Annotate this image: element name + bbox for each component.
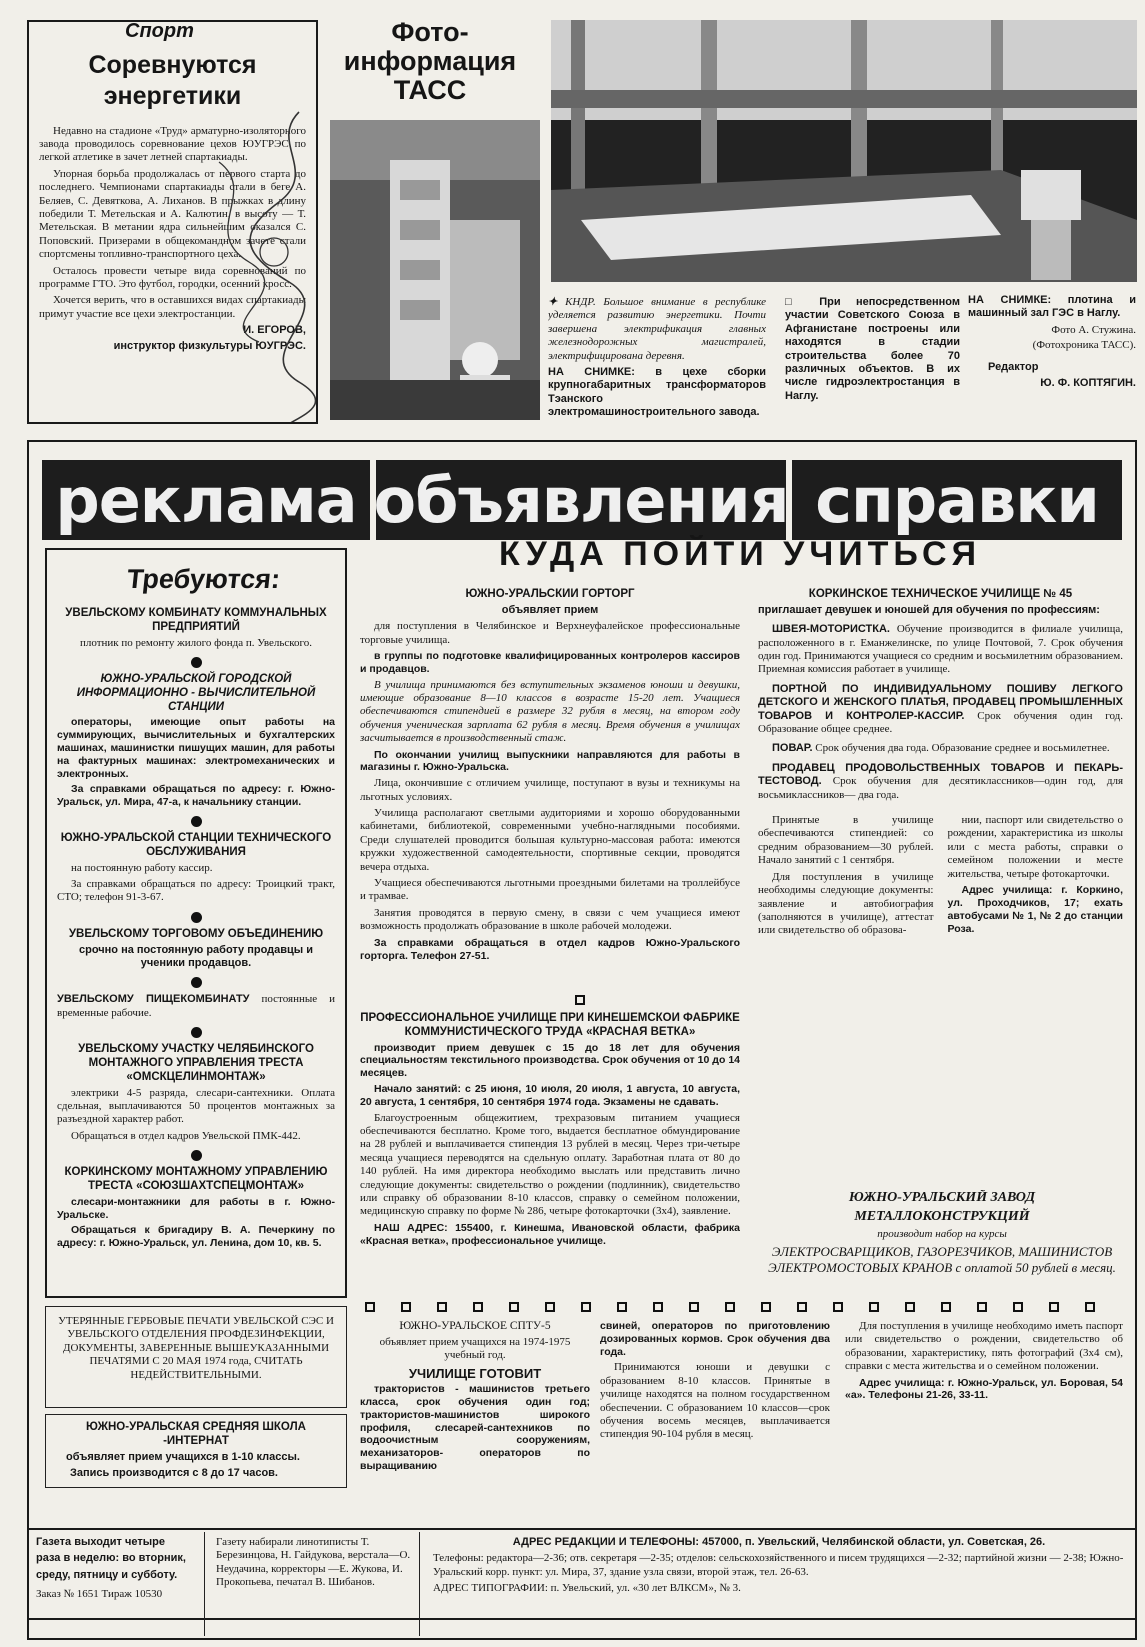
footer-schedule-line1: Газета выходит четыре — [36, 1536, 165, 1548]
sport-paragraph: Недавно на стадионе «Труд» арматурно-изоляторного завода проводилось соревнование цехов ЮУГРЭС по легкой атлетике в зачет летней спартакиады. — [39, 124, 306, 164]
kineshma-ad — [360, 1012, 740, 1312]
zavod-body: ЭЛЕКТРОСВАРЩИКОВ, ГАЗОРЕЗЧИКОВ, МАШИНИСТОВ ЭЛЕКТРОМОСТОВЫХ КРАНОВ с оплатой 50 рублей в месяц. — [768, 1244, 1116, 1275]
korkino-address: Адрес училища: г. Коркино, ул. Проходчиков, 17; ехать автобусами № 1, № 2 до станции Роза. — [947, 884, 1123, 935]
gorторг-paragraph: Учащиеся обеспечиваются льготными проездными билетами на троллейбусе и трамвае. — [360, 877, 740, 903]
square-bullet-icon — [617, 1302, 627, 1312]
masthead-word-advertising: реклама — [42, 460, 370, 540]
gorторг-sub: объявляет прием — [501, 603, 599, 616]
bullet-dot-icon — [191, 1150, 202, 1161]
footer-order: Заказ № 1651 Тираж 10530 — [36, 1588, 163, 1601]
korea-caption-text — [548, 296, 766, 363]
square-bullet-icon — [581, 1302, 591, 1312]
footer-typeset-text: Газету набирали линотиписты Т. Березинцова, Н. Гайдукова, верстала—О. Неудачина, корректоры —Е. Жукова, И. Прокопьева, печатал В. Шибанов. — [216, 1536, 411, 1589]
ad-korkino-montazh — [57, 1166, 335, 1250]
ad-heading: ЮЖНО-УРАЛЬСКОЙ ГОРОДСКОЙ ИНФОРМАЦИОННО - ВЫЧИСЛИТЕЛЬНОЙ СТАНЦИИ — [76, 673, 316, 713]
sptu-heading2: УЧИЛИЩЕ ГОТОВИТ — [408, 1365, 542, 1381]
footer-address — [425, 1532, 1133, 1636]
footer-address-phones: Телефоны: редактора—2-36; отв. секретаря —2-35; отделов: сельскохозяйственного и писем трудящихся —2-32; партийной жизни — 2-38; Южно-Уральский корр. пункт: ул. Мира, 37, здание узла связи, второй этаж, тел. 26-63. — [433, 1552, 1124, 1578]
korkino-col-text: нии, паспорт или свидетельство о рождении, характеристика из школы или с места работы, справки о семейном положении и месте жительства, четыре фотокарточки. — [947, 814, 1123, 880]
kineshma-heading: ПРОФЕССИОНАЛЬНОЕ УЧИЛИЩЕ ПРИ КИНЕШЕМСКОЙ ФАБРИКЕ КОММУНИСТИЧЕСКОГО ТРУДА «КРАСНАЯ ВЕТКА» — [360, 1012, 740, 1038]
ad-extra: Обращаться к бригадиру В. А. Печеркину по адресу: г. Южно-Уральск, ул. Ленина, дом 10, кв. 5. — [57, 1224, 335, 1250]
square-bullet-icon — [941, 1302, 951, 1312]
ad-heading: УВЕЛЬСКОМУ ТОРГОВОМУ ОБЪЕДИНЕНИЮ — [68, 927, 324, 940]
footer-print-address: АДРЕС ТИПОГРАФИИ: п. Увельский, ул. «30 лет ВЛКСМ», № 3. — [433, 1582, 741, 1595]
korkino-profession-title: ПРОДАВЕЦ ПРОДОВОЛЬСТВЕННЫХ ТОВАРОВ И ПЕКАРЬ-ТЕСТОВОД. — [758, 761, 1123, 788]
square-bullet-icon — [653, 1302, 663, 1312]
gorторг-heading: ЮЖНО-УРАЛЬСКИЙ ГОРТОРГ — [465, 588, 635, 600]
pen-scribble-icon — [179, 102, 318, 424]
ad-heading: ЮЖНО-УРАЛЬСКОЙ СТАНЦИИ ТЕХНИЧЕСКОГО ОБСЛУЖИВАНИЯ — [60, 831, 332, 858]
gorторг-paragraph: Занятия проводятся в первую смену, в связи с чем учащиеся имеют возможность продолжать образование в школе рабочей молодежи. — [360, 906, 740, 933]
lost-seals-notice — [45, 1306, 347, 1408]
squares-separator — [365, 1302, 1125, 1312]
required-title: Требуются: — [125, 564, 282, 594]
kineshma-paragraph: производит прием девушек с 15 до 18 лет для обучения специальностям текстильного производства. Срок обучения от 10 до 14 месяцев. — [360, 1041, 740, 1080]
korkino-profession-title: ПОРТНОЙ ПО ИНДИВИДУАЛЬНОМУ ПОШИВУ ЛЕГКОГО ДЕТСКОГО И ЖЕНСКОГО ПЛАТЬЯ, ПРОДАВЕЦ ПРОМЫШЛЕННЫХ ТОВАРОВ И КОНТРОЛЕР-КАССИР. — [758, 682, 1123, 722]
ad-body: плотник по ремонту жилого фонда п. Увельского. — [80, 636, 312, 649]
square-bullet-icon — [689, 1302, 699, 1312]
internat-heading: ЮЖНО-УРАЛЬСКАЯ СРЕДНЯЯ ШКОЛА -ИНТЕРНАТ — [86, 1421, 306, 1447]
ad-service-station — [57, 832, 335, 905]
korkino-profession-title: ПОВАР. — [772, 742, 813, 755]
photo-info-title-line2: информация — [343, 46, 517, 77]
sport-title-line1: Соревнуются — [88, 51, 257, 79]
ad-body: на постоянную работу кассир. — [71, 861, 213, 874]
square-bullet-icon — [437, 1302, 447, 1312]
gorторг-paragraph: В училища принимаются без вступительных экзаменов юноши и девушки, имеющие образование 8—10 классов в возрасте 15-20 лет. Учащиеся обеспечиваются стипендией в размере 32 рубля в месяц, на втором году обучения ученическая зарплата 62 рубля в месяц. Время обучения в училищах засчитывается в производственный стаж. — [360, 678, 740, 745]
ad-heading: КОРКИНСКОМУ МОНТАЖНОМУ УПРАВЛЕНИЮ ТРЕСТА «СОЮЗШАХТСПЕЦМОНТАЖ» — [64, 1166, 328, 1193]
ad-heading: УВЕЛЬСКОМУ УЧАСТКУ ЧЕЛЯБИНСКОГО МОНТАЖНОГО УПРАВЛЕНИЯ ТРЕСТА «ОМСКЦЕЛИНМОНТАЖ» — [78, 1043, 314, 1083]
ad-computing-station — [57, 673, 335, 809]
lost-seals-text: УТЕРЯННЫЕ ГЕРБОВЫЕ ПЕЧАТИ УВЕЛЬСКОЙ СЭС И УВЕЛЬСКОГО ОТДЕЛЕНИЯ ПРОФДЕЗИНФЕКЦИИ, ДОКУМЕНТЫ, ЗАВЕРЕННЫЕ ВЫШЕУКАЗАННЫМИ ПЕЧАТЯМИ С 20 МАЯ 1974 года, СЧИТАТЬ НЕДЕЙСТВИТЕЛЬНЫМИ. — [58, 1315, 334, 1381]
kineshma-paragraph: НАШ АДРЕС: 155400, г. Кинешма, Ивановской области, фабрика «Красная ветка», профессиональное училище. — [360, 1221, 740, 1247]
ad-heading: УВЕЛЬСКОМУ КОМБИНАТУ КОММУНАЛЬНЫХ ПРЕДПРИЯТИЙ — [65, 607, 327, 633]
ad-extra: Обращаться в отдел кадров Увельской ПМК-442. — [71, 1129, 301, 1142]
bullet-dot-icon — [191, 657, 202, 668]
boarding-school-notice — [45, 1414, 347, 1488]
sptu-col2b: Принимаются юноши и девушки с образованием 8-10 классов. Принятые в училище находятся на полном государственном обеспечении. С образованием 10 классов—срок обучения восемь месяцев, выплачивается стипендия 90-104 рубля в месяц. — [600, 1361, 830, 1441]
footer-schedule-line2: раза в неделю: во вторник, — [36, 1552, 186, 1565]
bullet-dot-icon — [191, 912, 202, 923]
gorторг-paragraph: Лица, окончившие с отличием училище, поступают в вузы и техникумы на льготных условиях. — [360, 777, 740, 803]
ad-body: операторы, имеющие опыт работы на суммирующих, вычислительных и бухгалтерских машинах, машинистки пишущих машин, для работы на фактурных машинах: электромеханических и электронных. — [57, 716, 335, 780]
bullet-dot-icon — [191, 977, 202, 988]
star-icon: ✦ — [548, 296, 566, 308]
photo-credit-line2: (Фотохроника ТАСС). — [1032, 339, 1136, 352]
korkino-profession-text: Срок обучения один год. Образование общее среднее. — [758, 709, 1123, 736]
footer-address-title: АДРЕС РЕДАКЦИИ И ТЕЛЕФОНЫ: 457000, п. Увельский, Челябинской области, ул. Советская, 26. — [512, 1536, 1046, 1548]
masthead-word-references: справки — [792, 460, 1122, 540]
afghan-caption-text — [785, 296, 960, 403]
gorторг-ad — [360, 588, 740, 988]
square-bullet-icon — [761, 1302, 771, 1312]
ad-body: срочно на постоянную работу продавцы и ученики продавцов. — [78, 943, 314, 969]
sptu-col2a: свиней, операторов по приготовлению дозированных кормов. Срок обучения два года. — [600, 1320, 830, 1358]
square-bullet-icon — [575, 995, 585, 1005]
editor-name: Ю. Ф. КОПТЯГИН. — [1040, 377, 1136, 390]
square-bullet-icon — [401, 1302, 411, 1312]
sport-paragraph: Хочется верить, что в оставшихся видах спартакиады примут участие все цехи электростанции. — [39, 294, 306, 320]
sport-signature-name: И. ЕГОРОВ, — [243, 324, 306, 337]
korkino-heading: КОРКИНСКОЕ ТЕХНИЧЕСКОЕ УЧИЛИЩЕ № 45 — [808, 588, 1073, 600]
masthead — [42, 460, 1122, 540]
square-bullet-icon — [509, 1302, 519, 1312]
square-bullet-icon — [473, 1302, 483, 1312]
square-bullet-icon — [977, 1302, 987, 1312]
editor-label: Редактор — [988, 360, 1039, 373]
bullet-dot-icon — [191, 816, 202, 827]
zavod-heading1: ЮЖНО-УРАЛЬСКИЙ ЗАВОД — [848, 1190, 1036, 1205]
korkino-ad — [758, 588, 1123, 1168]
bullet-dot-icon — [191, 1027, 202, 1038]
internat-body: объявляет прием учащихся в 1-10 классы. — [66, 1450, 300, 1463]
sport-paragraph: Упорная борьба продолжалась от первого старта до последнего. Чемпионами спартакиады стали в беге А. Беляев, С. Девяткова, А. Лиханов. В прыжках в длину победили Т. Метельская и А. Калютин, в высоту — Т. Метельская. В метании ядра сильнейшим оказался С. Поповский. Призерами в общекомандном зачете стали спортсмены топливно-транспортного цеха. — [39, 167, 306, 261]
section-separator — [575, 992, 585, 1010]
square-bullet-icon — [1013, 1302, 1023, 1312]
ad-communal — [57, 607, 335, 650]
square-bullet-icon — [905, 1302, 915, 1312]
square-bullet-icon — [365, 1302, 375, 1312]
footer-typeset — [210, 1532, 420, 1636]
sport-paragraph: Осталось провести четыре вида соревнований по программе ГТО. Это футбол, городки, осенний кросс. — [39, 264, 306, 290]
ad-heading: УВЕЛЬСКОМУ ПИЩЕКОМБИНАТУ — [57, 993, 250, 1006]
ad-trade-union — [57, 928, 335, 971]
photo-info-title-line3: ТАСС — [393, 75, 467, 106]
korkino-col-text: Для поступления в училище необходимы следующие документы: заявление и автобиография (заполняются в училище), аттестат или свидетельство об образова- — [758, 870, 934, 937]
afghan-caption-body: При непосредственном участии Советского Союза в Афганистане построены или находятся в стадии строительства более 70 различных объектов. В их числе гидроэлектростанция в Наглу. — [785, 296, 960, 402]
square-bullet-icon — [725, 1302, 735, 1312]
zavod-sub: производит набор на курсы — [877, 1227, 1007, 1240]
korkino-profession-text: Срок обучения для десятиклассников—один год, для восьмиклассников— два года. — [758, 775, 1123, 801]
kineshma-paragraph: Начало занятий: с 25 июня, 10 июля, 20 июля, 1 августа, 10 августа, 20 августа, 1 сентября, 10 сентября 1974 года. Экзамены не сдавать. — [360, 1082, 740, 1108]
photo-credit-line1: Фото А. Стужина. — [1051, 323, 1136, 336]
zavod-heading2: МЕТАЛЛОКОНСТРУКЦИЙ — [854, 1208, 1030, 1224]
ad-food-plant — [57, 993, 335, 1020]
ad-body: постоянные и временные рабочие. — [57, 993, 335, 1019]
gorторг-paragraph: в группы по подготовке квалифицированных контролеров кассиров и продавцов. — [360, 650, 740, 675]
sport-signature-role: инструктор физкультуры ЮУГРЭС. — [113, 339, 306, 352]
square-bullet-icon — [869, 1302, 879, 1312]
photo-info-title-line1: Фото- — [391, 18, 469, 47]
ad-montazh — [57, 1043, 335, 1143]
sptu-col3b: Адрес училища: г. Южно-Уральск, ул. Боровая, 54 «а». Телефоны 21-26, 33-11. — [845, 1376, 1123, 1402]
gorторг-paragraph: По окончании училищ выпускники направляются для работы в магазины г. Южно-Уральска. — [360, 748, 740, 774]
naglu-caption-text: НА СНИМКЕ: плотина и машинный зал ГЭС в Наглу. — [968, 294, 1136, 320]
required-column — [45, 548, 347, 1298]
gorторг-paragraph: Училища располагают светлыми аудиториями и хорошо оборудованными кабинетами, библиотекой, современными учебно-наглядными пособиями. Среди слушателей проводится большая культурно-массовая работа: имеются кружки художественной самодеятельности, спортивные секции, проводятся вечера отдыха. — [360, 807, 740, 873]
footer-schedule-line3: среду, пятницу и субботу. — [36, 1568, 178, 1581]
naglu-caption — [968, 294, 1136, 424]
ad-extra: За справками обращаться по адресу: Троицкий тракт, СТО; телефон 91-3-67. — [57, 877, 335, 904]
ad-extra: За справками обращаться по адресу: г. Южно-Уральск, ул. Мира, 47-а, к начальнику станции. — [57, 783, 335, 809]
square-bullet-icon: □ — [785, 296, 820, 308]
korea-caption-body: КНДР. Большое внимание в республике уделяется развитию энергетики. Почти завершена электрификация главных железнодорожных магистралей, электрифицирована деревня. — [548, 296, 766, 362]
korkino-sub: приглашает девушек и юношей для обучения по профессиям: — [758, 603, 1100, 616]
korkino-col-text: Принятые в училище обеспечиваются стипендией: со средним образованием—30 рублей. Начало занятий с 1 сентября. — [758, 814, 934, 867]
square-bullet-icon — [1085, 1302, 1095, 1312]
ad-body: слесари-монтажники для работы в г. Южно-Уральске. — [57, 1195, 335, 1221]
sptu-sub: объявляет прием учащихся на 1974-1975 учебный год. — [379, 1335, 571, 1362]
internat-extra: Запись производится с 8 до 17 часов. — [70, 1467, 278, 1479]
gorторг-paragraph: для поступления в Челябинское и Верхнеуфалейское профессиональные торговые училища. — [360, 620, 740, 646]
korkino-profession-title: ШВЕЯ-МОТОРИСТКА. — [772, 623, 890, 636]
sport-rubric: Спорт — [117, 20, 202, 43]
dam-photo — [551, 20, 1137, 282]
sport-article — [27, 20, 318, 424]
square-bullet-icon — [833, 1302, 843, 1312]
study-title: КУДА ПОЙТИ УЧИТЬСЯ — [498, 535, 982, 573]
kineshma-paragraph: Благоустроенным общежитием, трехразовым питанием учащиеся обеспечиваются бесплатно. Кроме того, выдается бесплатное обмундирование на 28 рублей и выплачивается стипендия 13 рублей в месяц. Через три-четыре месяца учащиеся переводятся на сдельную оплату. Заработная плата от 80 до 140 рублей. На имя директора необходимо выслать или представить лично следующие документы: свидетельство о рождении (подлинник), свидетельство или справку об образовании 8-10 классов, справку о семейном положении, медицинскую справку по форме № 286, четыре фотокарточки (3х4), заявление. — [360, 1111, 740, 1218]
sport-title-line2: энергетики — [103, 82, 242, 111]
square-bullet-icon — [797, 1302, 807, 1312]
square-bullet-icon — [1049, 1302, 1059, 1312]
korea-caption — [548, 296, 766, 422]
korea-caption-na-snimke: НА СНИМКЕ: в цехе сборки крупногабаритных трансформаторов Тэанского электромашиностроительного завода. — [548, 366, 766, 419]
sptu-col1: трактористов - машинистов третьего класса, срок обучения один год; трактористов-машинистов широкого профиля, слесарей-сантехников по водоочистным сооружениям, механизаторов- операторов по выращиванию — [360, 1383, 590, 1472]
metal-plant-ad — [762, 1190, 1122, 1300]
korkino-profession-text: Обучение производится в филиале училища, расположенного в г. Еманжелинске, по улице Почтовой, 7. Срок обучения один год. Принимаются учащиеся со средним и восьмилетним образованием. Приемная комиссия работает в училище. — [758, 623, 1123, 676]
square-bullet-icon — [545, 1302, 555, 1312]
masthead-word-announcements: объявления — [376, 460, 786, 540]
afghan-caption — [785, 296, 960, 422]
sptu-heading: ЮЖНО-УРАЛЬСКОЕ СПТУ-5 — [399, 1320, 551, 1332]
korkino-profession-text: Срок обучения два года. Образование среднее и восьмилетнее. — [815, 742, 1110, 755]
gorторг-paragraph: За справками обращаться в отдел кадров Южно-Уральского горторга. Телефон 27-51. — [360, 936, 740, 962]
transformer-factory-photo — [330, 120, 540, 420]
sptu-col3a: Для поступления в училище необходимо иметь паспорт или свидетельство о рождении, свидетельство об образовании, характеристику, пять фотографий (3х4 см), справки с места жительства и о семейном положении. — [845, 1320, 1123, 1373]
footer-schedule — [30, 1532, 205, 1636]
photo-info-title — [320, 18, 540, 118]
ad-body: электрики 4-5 разряда, слесари-сантехники. Оплата сдельная, выплачиваются 50 процентов монтажных за разъездной характер работ. — [57, 1086, 335, 1126]
